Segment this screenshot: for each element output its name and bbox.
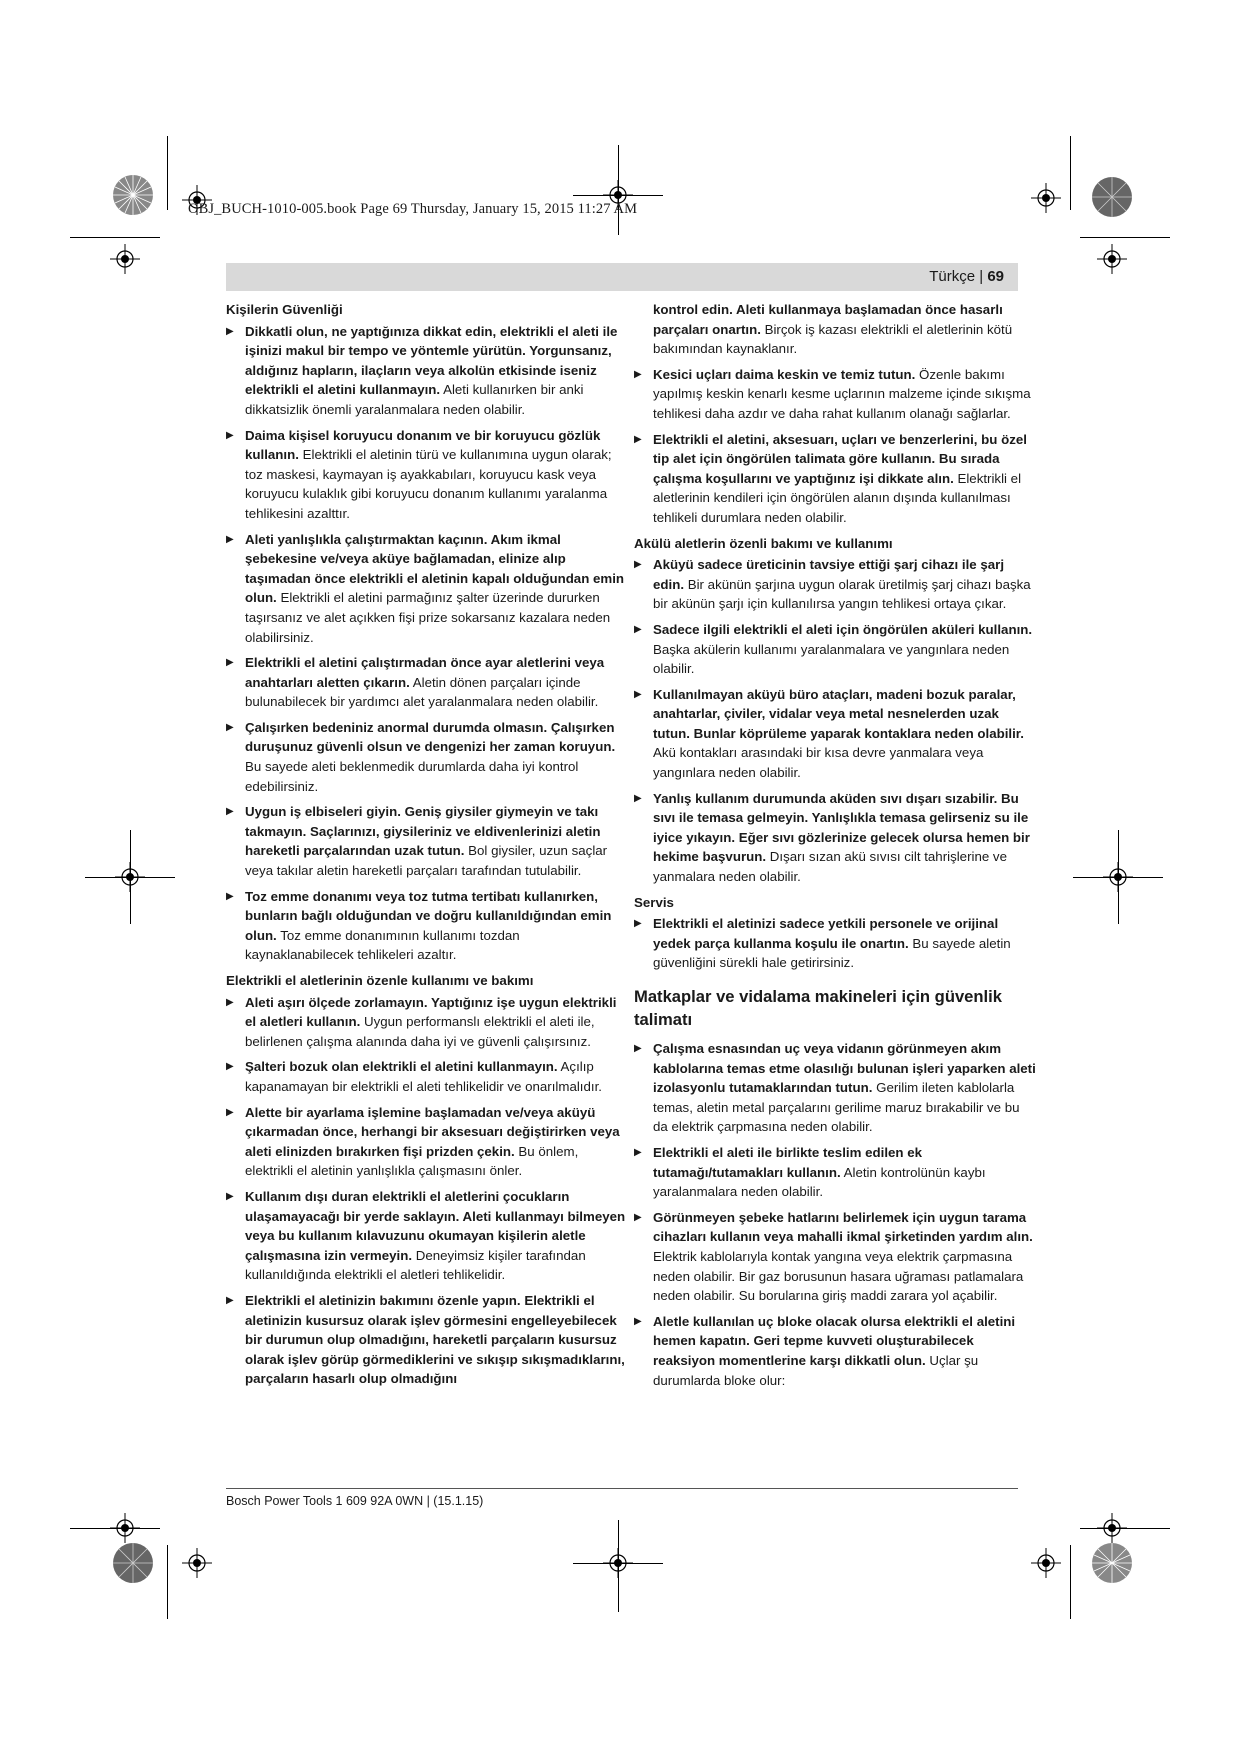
bullet-triangle-icon: ▶ bbox=[634, 688, 642, 700]
bullet-triangle-icon: ▶ bbox=[634, 559, 642, 571]
item-bold-text: Elektrikli el aletini çalıştırmadan önce ayar aletlerini veya anahtarları aletten çıkarın. bbox=[245, 655, 605, 690]
item-bold-text: Çalışırken bedeniniz anormal durumda olmasın. Çalışırken duruşunuz güvenli olsun ve dengenizi her zaman koruyun. bbox=[245, 719, 616, 755]
bullet-triangle-icon: ▶ bbox=[634, 1211, 642, 1223]
item-bold-text: Elektrikli el aletinizi sadece yetkili personele ve orijinal yedek parça kullanma koşulu ile onartın. bbox=[653, 916, 999, 951]
list-item bbox=[226, 1187, 628, 1285]
list-item bbox=[634, 1143, 1036, 1202]
bullet-triangle-icon: ▶ bbox=[226, 721, 234, 733]
bullet-triangle-icon: ▶ bbox=[634, 1315, 642, 1327]
item-text: Elektrikli el aletinin türü ve kullanımına uygun olarak; toz maskesi, kaymayan iş ayakkabıları, koruyucu kask veya koruyucu kulaklık gibi koruyucu donanım kullanımı yaralanma tehlikesini azalttır. bbox=[245, 447, 612, 521]
list-item bbox=[226, 426, 628, 524]
item-text: Bu sayede aletin güvenliğini sürekli hale getirirsiniz. bbox=[653, 935, 1011, 971]
item-bold-text: Kullanım dışı duran elektrikli el aletlerini çocukların ulaşamayacağı bir yerde saklayın. Aleti kullanmayı bilmeyen veya bu kullanım kılavuzunu okumayan kişilerin aletle çalışmasına izin vermeyin. bbox=[245, 1188, 626, 1263]
item-bold-text: Elektrikli el aleti ile birlikte teslim edilen ek tutamağı/tutamakları kullanın. bbox=[653, 1144, 923, 1180]
crosshair-icon bbox=[1097, 244, 1127, 274]
item-text: Aleti kullanırken bir anki dikkatsizlik önemli yaralanmalara neden olabilir. bbox=[245, 382, 584, 417]
list-item bbox=[634, 914, 1036, 973]
list-item bbox=[634, 555, 1036, 614]
bullet-triangle-icon: ▶ bbox=[226, 325, 234, 337]
page-footer: Bosch Power Tools 1 609 92A 0WN | (15.1.15) bbox=[226, 1494, 484, 1508]
list-item bbox=[634, 1039, 1036, 1137]
drill-safety-list bbox=[634, 1039, 1036, 1390]
item-bold-text: Elektrikli el aletini, aksesuarı, uçları ve benzerlerini, bu özel tip alet için öngörülen talimata göre kullanın. Bu sırada çalışma koşullarını ve yaptığınız işi dikkate alın. bbox=[653, 431, 1027, 486]
list-item bbox=[226, 718, 628, 796]
registration-wheel-icon bbox=[108, 1538, 158, 1588]
list-item bbox=[226, 1057, 628, 1096]
footer-rule bbox=[226, 1488, 1018, 1489]
page-header bbox=[929, 268, 1004, 285]
page-header-band bbox=[226, 263, 1018, 291]
item-text: Başka akülerin kullanımı yaralanmalara ve yangınlara neden olabilir. bbox=[653, 641, 1010, 677]
registration-wheel-icon bbox=[108, 170, 158, 220]
item-bold-text: Dikkatli olun, ne yaptığınıza dikkat edin, elektrikli el aleti ile işinizi makul bir tempo ve yöntemle yürütün. Yorgunsanız, aldığınız hapların, ilaçların veya alkolün etkisinde iseniz elektrikli el aletini kullanmayın. bbox=[245, 323, 618, 398]
item-text: Aletin kontrolünün kaybı yaralanmalara neden olabilir. bbox=[653, 1164, 986, 1200]
page-number: 69 bbox=[987, 268, 1004, 285]
list-item bbox=[226, 993, 628, 1052]
item-bold-text: Aküyü sadece üreticinin tavsiye ettiği şarj cihazı ile şarj edin. bbox=[653, 557, 1005, 592]
list-item bbox=[226, 322, 628, 420]
item-bold-text: Sadece ilgili elektrikli el aleti için öngörülen aküleri kullanın. bbox=[653, 621, 1033, 637]
list-item bbox=[226, 887, 628, 965]
list-item bbox=[634, 1312, 1036, 1390]
list-item bbox=[226, 1291, 628, 1389]
list-item bbox=[634, 789, 1036, 887]
item-bold-text: Daima kişisel koruyucu donanım ve bir koruyucu gözlük kullanın. bbox=[245, 427, 601, 463]
power-tool-use-list bbox=[226, 993, 628, 1389]
left-column bbox=[226, 300, 628, 1395]
bullet-triangle-icon: ▶ bbox=[634, 918, 642, 930]
item-text: Gerilim ileten kablolarla temas, aletin metal parçalarını gerilime maruz bırakabilir ve bu da elektrik çarpmasına neden olabilir. bbox=[653, 1080, 1020, 1135]
item-text: Akü kontakları arasındaki bir kısa devre yanmalara veya yangınlara neden olabilir. bbox=[653, 745, 984, 781]
list-item bbox=[634, 430, 1036, 528]
item-bold-text: Uygun iş elbiseleri giyin. Geniş giysiler giymeyin ve takı takmayın. Saçlarınızı, giysileriniz ve eldivenlerinizi aletin hareketli parçalarından uzak tutun. bbox=[245, 804, 601, 859]
item-text: Uygun performanslı elektrikli el aleti ile, belirlenen çalışma alanında daha iyi ve güvenli çalışırsınız. bbox=[245, 1014, 595, 1049]
list-item bbox=[634, 620, 1036, 679]
item-text: Bu önlem, elektrikli el aletinin yanlışlıkla çalışmasını önler. bbox=[245, 1143, 579, 1179]
list-item bbox=[226, 802, 628, 880]
crosshair-icon bbox=[1031, 183, 1061, 213]
item-bold-text: Kesici uçları daima keskin ve temiz tutun. bbox=[653, 366, 916, 382]
bullet-triangle-icon: ▶ bbox=[634, 623, 642, 635]
list-item bbox=[634, 1208, 1036, 1306]
item-text: Bir akünün şarjına uygun olarak üretilmiş şarj cihazı başka bir akünün şarjı için kullanılırsa yangın tehlikesi ortaya çıkar. bbox=[653, 576, 1031, 612]
item-text: Aletin dönen parçaları içinde bulunabilecek bir yardımcı alet yaralanmalara neden olabilir. bbox=[245, 674, 599, 710]
section-title-battery-tools: Akülü aletlerin özenli bakımı ve kullanımı bbox=[634, 535, 893, 551]
item-text: Açılıp kapanamayan bir elektrikli el aleti tehlikelidir ve onarılmalıdır. bbox=[245, 1059, 602, 1094]
personal-safety-list bbox=[226, 322, 628, 965]
continued-paragraph bbox=[634, 300, 1036, 359]
bullet-triangle-icon: ▶ bbox=[226, 533, 234, 545]
bullet-triangle-icon: ▶ bbox=[226, 657, 234, 669]
bullet-triangle-icon: ▶ bbox=[634, 433, 642, 445]
item-bold-text: Elektrikli el aletinizin bakımını özenle yapın. Elektrikli el aletinizin kusursuz olarak işlev görmesini engelleyebilecek bir durumun olup olmadığını, hareketli parçaların kusursuz olarak işlev görüp görmediklerini ve sıkışıp sıkışmadıklarını, parçaların hasarlı olup olmadığını bbox=[245, 1292, 625, 1387]
list-item bbox=[634, 685, 1036, 783]
item-text: Bol giysiler, uzun saçlar veya takılar aletin hareketli parçaları tarafından tutulabilir. bbox=[245, 843, 608, 879]
item-bold-text: Şalteri bozuk olan elektrikli el aletini kullanmayın. bbox=[245, 1059, 558, 1075]
item-bold-text: Aleti yanlışlıkla çalıştırmaktan kaçının. Akım ikmal şebekesine ve/veya aküye bağlamadan, elinize alıp taşımadan önce elektrikli el aletinin kapalı olduğundan emin olun. bbox=[245, 531, 625, 606]
list-item bbox=[226, 530, 628, 648]
language-label: Türkçe bbox=[929, 268, 976, 285]
item-text: Deneyimsiz kişiler tarafından kullanıldığında elektrikli el aletleri tehlikelidir. bbox=[245, 1247, 586, 1283]
list-item bbox=[226, 653, 628, 712]
item-bold-text: Toz emme donanımı veya toz tutma tertibatı kullanırken, bunların bağlı olduğundan ve doğru kullanıldığından emin olun. bbox=[245, 888, 612, 943]
bullet-triangle-icon: ▶ bbox=[226, 1061, 234, 1073]
bullet-triangle-icon: ▶ bbox=[634, 368, 642, 380]
bullet-triangle-icon: ▶ bbox=[634, 1043, 642, 1054]
list-item bbox=[634, 365, 1036, 424]
item-bold-text: Aleti aşırı ölçede zorlamayın. Yaptığınız işe uygun elektrikli el aletleri kullanın. bbox=[245, 994, 617, 1030]
service-list bbox=[634, 914, 1036, 973]
continued-bold: kontrol edin. Aleti kullanmaya başlamadan önce hasarlı parçaları onartın. bbox=[653, 302, 1003, 337]
item-text: Elektrik kablolarıyla kontak yangına veya elektrik çarpmasına neden olabilir. Bir gaz borusunun hasara uğraması patlamalara neden olabilir. Su borularına giriş maddi zarara yol açabilir. bbox=[653, 1248, 1024, 1304]
item-text: Elektrikli el aletlerinin kendileri için öngörülen alanın dışında kullanılması tehlikeli durumlara neden olabilir. bbox=[653, 470, 1022, 525]
crosshair-icon bbox=[1031, 1548, 1061, 1578]
registration-wheel-icon bbox=[1087, 1538, 1137, 1588]
item-bold-text: Kullanılmayan aküyü büro ataçları, madeni bozuk paralar, anahtarlar, çiviler, vidalar veya metal nesnelerden uzak tutun. Bunlar köprüleme yaparak kontaklara neden olabilir. bbox=[653, 686, 1024, 741]
item-text: Özenle bakımı yapılmış keskin kenarlı kesme uçlarının malzeme içinde sıkışma tehlikesi daha azdır ve daha rahat kullanım olanağı sağlarlar. bbox=[653, 366, 1031, 421]
print-header: OBJ_BUCH-1010-005.book Page 69 Thursday, January 15, 2015 11:27 AM bbox=[188, 201, 638, 217]
bullet-triangle-icon: ▶ bbox=[634, 1146, 642, 1158]
bullet-triangle-icon: ▶ bbox=[226, 1294, 234, 1306]
header-separator: | bbox=[979, 268, 984, 285]
bullet-triangle-icon: ▶ bbox=[226, 890, 234, 902]
continued-text: Birçok iş kazası elektrikli el aletlerinin kötü bakımından kaynaklanır. bbox=[653, 321, 1013, 357]
item-bold-text: Aletle kullanılan uç bloke olacak olursa elektrikli el aletini hemen kapatın. Geri tepme kuvveti oluşturabilecek reaksiyon momentlerine karşı dikkatli olun. bbox=[653, 1313, 1016, 1368]
item-bold-text: Yanlış kullanım durumunda aküden sıvı dışarı sızabilir. Bu sıvı ile temasa gelmeyin. Yanlışlıkla temasa gelirseniz su ile iyice yıkayın. Eğer sıvı gözlerinize gelecek olursa hemen bir hekime başvurun. bbox=[653, 790, 1030, 865]
item-text: Toz emme donanımının kullanımı tozdan kaynaklanabilecek tehlikeleri azaltır. bbox=[245, 927, 520, 963]
section-title-drill-safety: Matkaplar ve vidalama makineleri için güvenlik talimatı bbox=[634, 987, 1002, 1029]
right-column bbox=[634, 300, 1036, 1396]
item-text: Bu sayede aleti beklenmedik durumlarda daha iyi kontrol edebilirsiniz. bbox=[245, 759, 579, 794]
bullet-triangle-icon: ▶ bbox=[226, 1190, 234, 1202]
bullet-triangle-icon: ▶ bbox=[226, 1106, 234, 1118]
item-text: Dışarı sızan akü sıvısı cilt tahrişlerine ve yanmalara neden olabilir. bbox=[653, 849, 1007, 885]
item-text: Uçlar şu durumlarda bloke olur: bbox=[653, 1352, 979, 1388]
crosshair-icon bbox=[182, 1548, 212, 1578]
item-text: Elektrikli el aletini parmağınız şalter üzerinde dururken taşırsanız ve alet açıkken fişi prize sokarsanız kazalara neden olabilirsiniz. bbox=[245, 590, 611, 645]
section-title-personal-safety: Kişilerin Güvenliği bbox=[226, 302, 343, 317]
bullet-triangle-icon: ▶ bbox=[226, 806, 234, 818]
maintenance-list bbox=[634, 365, 1036, 528]
item-bold-text: Çalışma esnasından uç veya vidanın görünmeyen akım kablolarına temas etme olasılığı bulunan işleri yaparken aleti izolasyonlu tutamaklarından tutun. bbox=[653, 1041, 1036, 1096]
bullet-triangle-icon: ▶ bbox=[226, 996, 234, 1008]
list-item bbox=[226, 1103, 628, 1181]
registration-wheel-icon bbox=[1087, 172, 1137, 222]
item-bold-text: Görünmeyen şebeke hatlarını belirlemek için uygun tarama cihazları kullanın veya mahalli ikmal şirketinden yardım alın. bbox=[653, 1209, 1033, 1245]
bullet-triangle-icon: ▶ bbox=[634, 792, 642, 804]
crosshair-icon bbox=[110, 244, 140, 274]
bullet-triangle-icon: ▶ bbox=[226, 429, 234, 441]
battery-tools-list bbox=[634, 555, 1036, 887]
section-title-service: Servis bbox=[634, 894, 674, 910]
item-bold-text: Alette bir ayarlama işlemine başlamadan ve/veya aküyü çıkarmadan önce, herhangi bir aksesuarı değiştirirken veya aleti elinizden bırakırken fişi prizden çekin. bbox=[245, 1104, 620, 1159]
section-title-power-tool-use: Elektrikli el aletlerinin özenle kullanımı ve bakımı bbox=[226, 973, 534, 988]
